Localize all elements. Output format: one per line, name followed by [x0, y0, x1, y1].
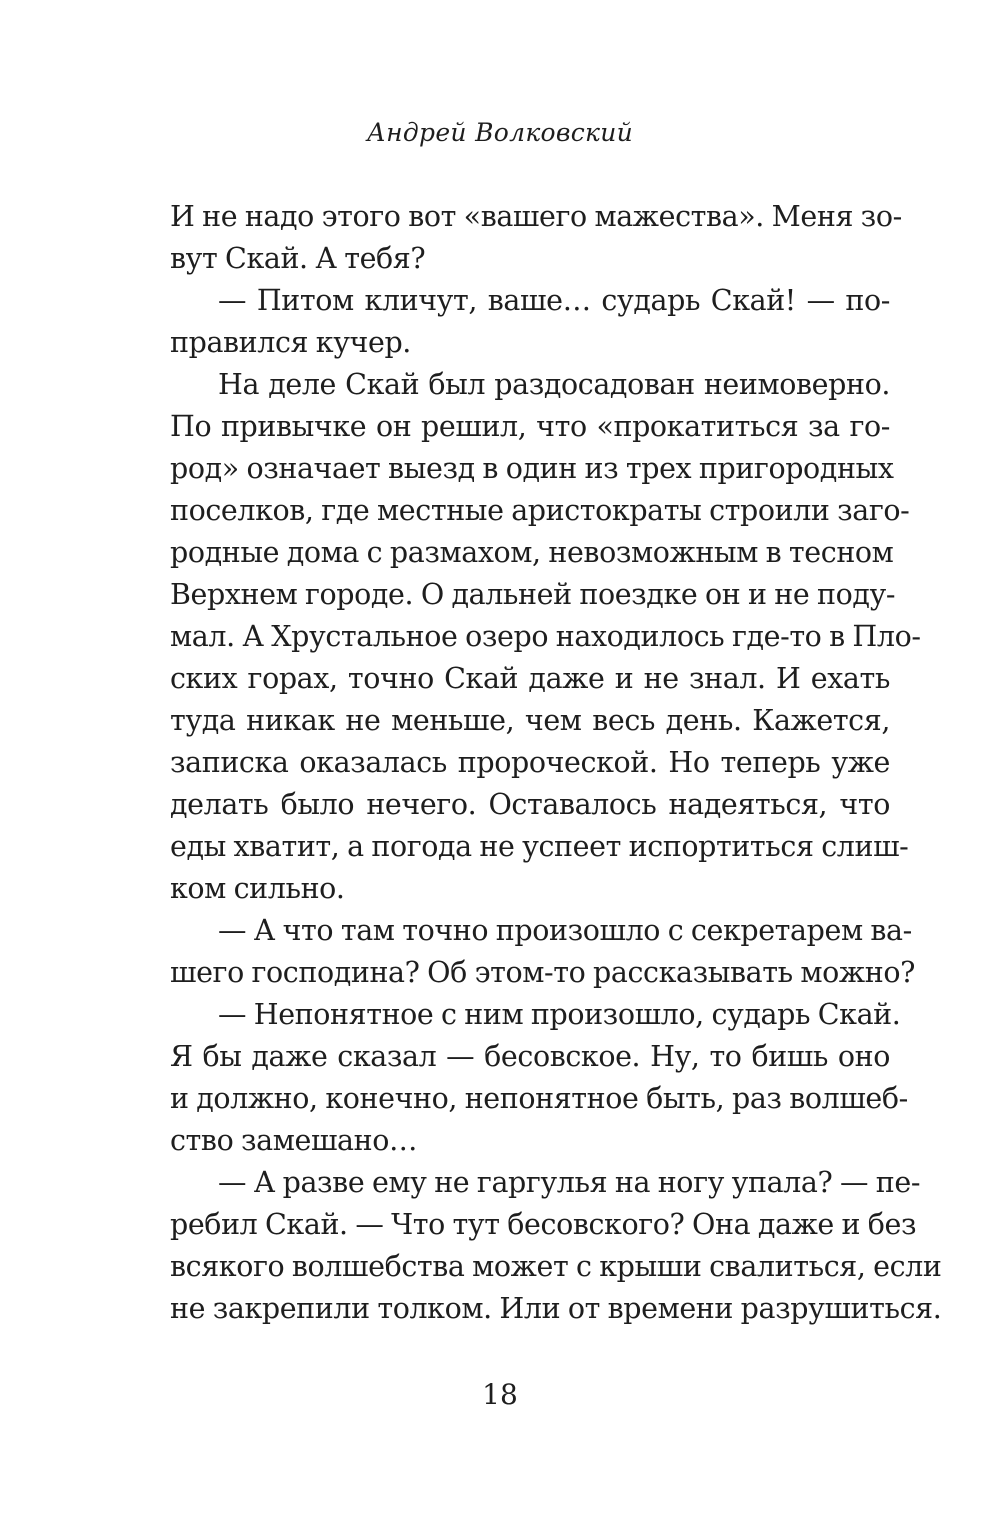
text-line: ребил Скай. — Что тут бесовского? Она даже и без [170, 1208, 917, 1241]
text-line: всякого волшебства может с крыши свалиться, если [170, 1250, 942, 1283]
text-line: туда никак не меньше, чем весь день. Кажется, [170, 704, 890, 737]
body-text [170, 196, 942, 1330]
text-line: не закрепили толком. Или от времени разрушиться. [170, 1292, 942, 1325]
text-line: По привычке он решил, что «прокатиться за го- [170, 410, 890, 443]
text-line: записка оказалась пророческой. Но теперь уже [170, 746, 890, 779]
text-line: — А разве ему не гаргулья на ногу упала? — пе- [218, 1166, 921, 1199]
text-line: вут Скай. А тебя? [170, 242, 426, 275]
text-line: ских горах, точно Скай даже и не знал. И ехать [170, 662, 890, 695]
text-line: поселков, где местные аристократы строили заго- [170, 494, 910, 527]
text-line: и должно, конечно, непонятное быть, раз волшеб- [170, 1082, 908, 1115]
text-line: Верхнем городе. О дальней поездке он и не поду- [170, 578, 896, 611]
text-line: ство замешано… [170, 1124, 418, 1157]
page-number: 18 [482, 1378, 518, 1411]
text-line: правился кучер. [170, 326, 411, 359]
text-line: — Питом кличут, ваше… сударь Скай! — по- [218, 284, 890, 317]
text-line: И не надо этого вот «вашего мажества». Меня зо- [170, 200, 902, 233]
text-line: шего господина? Об этом-то рассказывать можно? [170, 956, 915, 989]
text-line: мал. А Хрустальное озеро находилось где-то в Пло- [170, 620, 921, 653]
text-line: — А что там точно произошло с секретарем ва- [218, 914, 912, 947]
text-line: Я бы даже сказал — бесовское. Ну, то бишь оно [170, 1040, 890, 1073]
text-line: род» означает выезд в один из трех пригородных [170, 452, 894, 485]
text-line: На деле Скай был раздосадован неимоверно. [218, 368, 890, 401]
text-line: еды хватит, а погода не успеет испортиться слиш- [170, 830, 909, 863]
text-line: ком сильно. [170, 872, 345, 905]
running-head-author: Андрей Волковский [366, 118, 634, 147]
text-line: — Непонятное с ним произошло, сударь Скай. [218, 998, 901, 1031]
text-line: родные дома с размахом, невозможным в тесном [170, 536, 894, 569]
text-line: делать было нечего. Оставалось надеяться, что [170, 788, 890, 821]
